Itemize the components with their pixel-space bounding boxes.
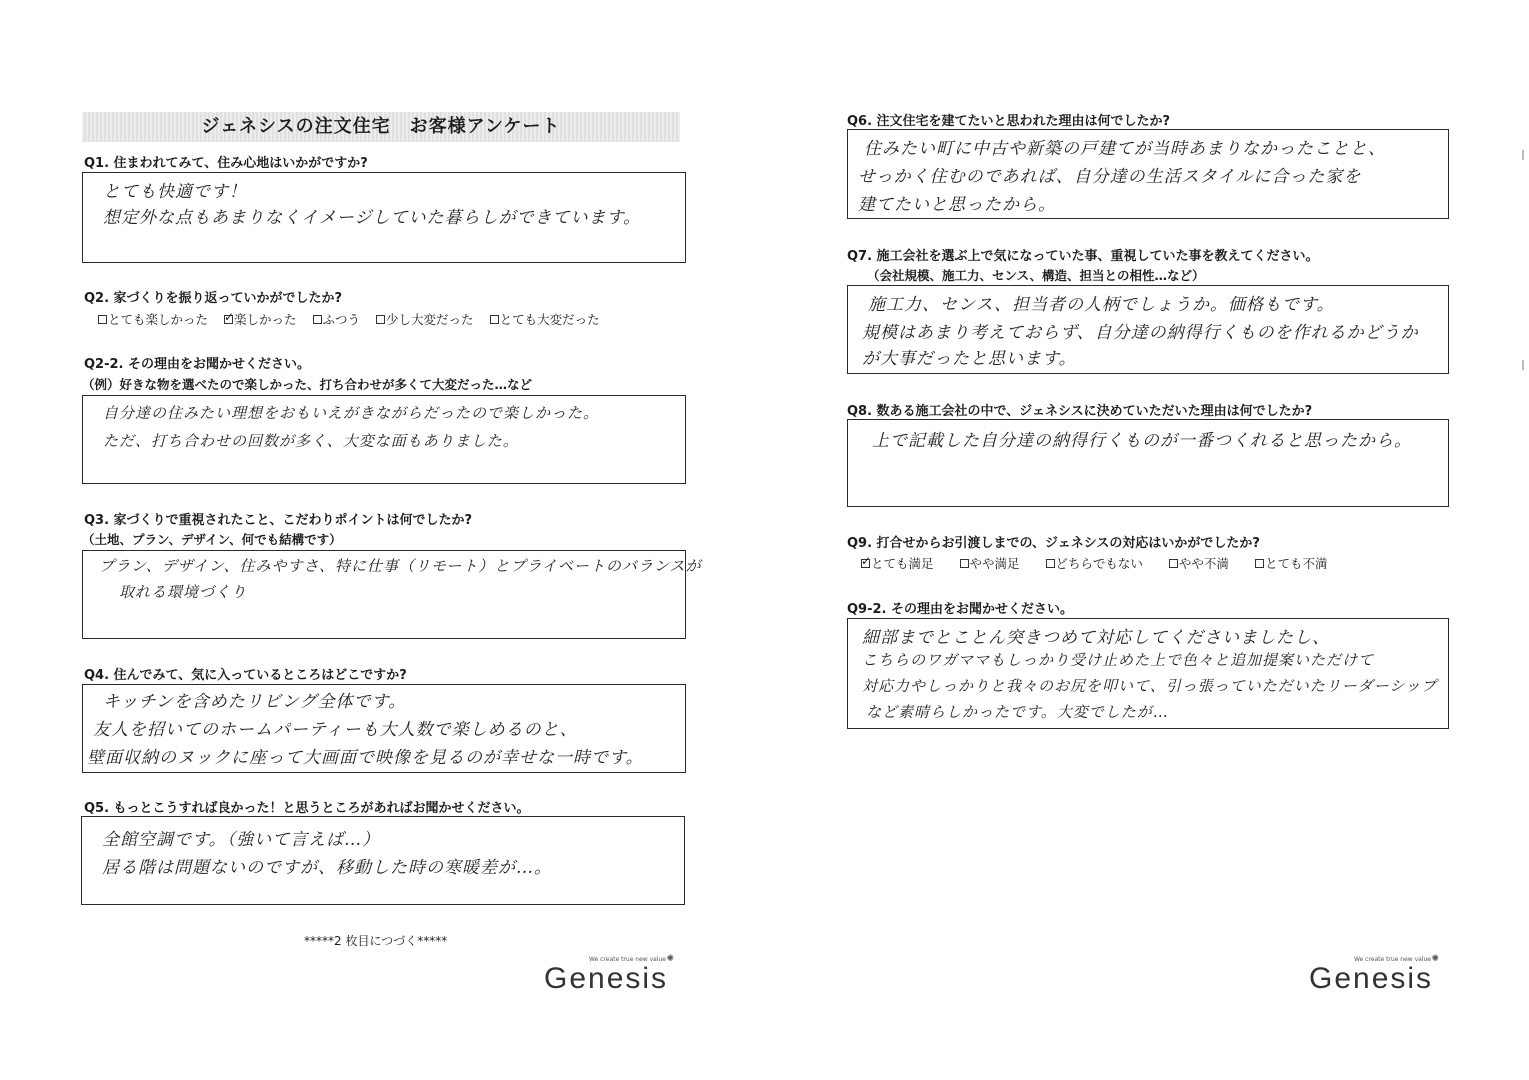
q9-option[interactable]: やや満足 — [960, 554, 1020, 572]
q8-label: Q8. 数ある施工会社の中で、ジェネシスに決めていただいた理由は何でしたか? — [847, 404, 1313, 419]
scan-edge-mark — [1522, 360, 1524, 370]
q7-answer-line-3: が大事だったと思います。 — [862, 349, 1077, 369]
q2-2-answer-line-2: ただ、打ち合わせの回数が多く、大変な面もありました。 — [103, 432, 519, 450]
q1-answer-line-2: 想定外な点もあまりなくイメージしていた暮らしができています。 — [103, 208, 642, 228]
genesis-logo: We create true new value ✺ Genesis — [1309, 954, 1439, 995]
q6-answer-box — [847, 129, 1449, 219]
q4-answer-line-3: 壁面収納のヌックに座って大画面で映像を見るのが幸せな一時です。 — [87, 748, 644, 768]
q2-options — [98, 310, 616, 328]
q1-label: Q1. 住まわれてみて、住み心地はいかがですか? — [84, 156, 368, 171]
q9-option-1-checkbox[interactable] — [861, 559, 870, 568]
q9-option-5-checkbox[interactable] — [1255, 559, 1264, 568]
q9-label: Q9. 打合せからお引渡しまでの、ジェネシスの対応はいかがでしたか? — [847, 536, 1260, 551]
q9-2-answer-box — [847, 618, 1449, 729]
q2-option-1-checkbox[interactable] — [98, 315, 107, 324]
q2-option-3-checkbox[interactable] — [313, 315, 322, 324]
genesis-logo-text: Genesis — [544, 962, 669, 995]
q5-answer-line-2: 居る階は問題ないのですが、移動した時の寒暖差が…。 — [102, 858, 552, 878]
q2-option-2-checkbox[interactable] — [224, 315, 233, 324]
q9-options — [861, 554, 1353, 572]
q7-answer-line-2: 規模はあまり考えておらず、自分達の納得行くものを作れるかどうか — [862, 323, 1419, 343]
q3-answer-line-2: 取れる環境づくり — [119, 583, 248, 601]
q3-example: （土地、プラン、デザイン、何でも結構です） — [82, 532, 342, 547]
q6-label: Q6. 注文住宅を建てたいと思われた理由は何でしたか? — [847, 114, 1171, 129]
q9-2-answer-line-2: こちらのワガママもしっかり受け止めた上で色々と追加提案いただけて — [862, 651, 1375, 669]
q2-option[interactable]: とても大変だった — [490, 310, 600, 328]
q2-2-label: Q2-2. その理由をお聞かせください。 — [84, 357, 311, 372]
q9-2-label: Q9-2. その理由をお聞かせください。 — [847, 602, 1074, 617]
q2-2-answer-line-1: 自分達の住みたい理想をおもいえがきながらだったので楽しかった。 — [103, 404, 600, 422]
q2-option-5-checkbox[interactable] — [490, 315, 499, 324]
q7-answer-line-1: 施工力、センス、担当者の人柄でしょうか。価格もです。 — [868, 295, 1335, 315]
q2-option[interactable]: 少し大変だった — [376, 310, 474, 328]
sun-icon: ✺ — [666, 954, 674, 964]
q2-option[interactable]: ふつう — [313, 310, 361, 328]
q7-answer-box — [847, 285, 1449, 374]
genesis-logo: We create true new value ✺ Genesis — [544, 954, 674, 995]
q9-option[interactable]: ✓ とても満足 — [861, 554, 934, 572]
q4-answer-line-2: 友人を招いてのホームパーティーも大人数で楽しめるのと、 — [93, 720, 578, 740]
q7-example: （会社規模、施工力、センス、構造、担当との相性…など） — [867, 268, 1205, 283]
q4-label: Q4. 住んでみて、気に入っているところはどこですか? — [84, 668, 407, 683]
q1-answer-box — [82, 172, 686, 263]
q9-option-2-checkbox[interactable] — [960, 559, 969, 568]
q3-answer-line-1: プラン、デザイン、住みやすさ、特に仕事（リモート）とプライベートのバランスが — [99, 557, 702, 575]
q9-2-answer-line-1: 細部までとことん突きつめて対応してくださいましたし、 — [862, 628, 1330, 648]
q2-option[interactable]: ✓ 楽しかった — [224, 310, 297, 328]
right-page — [843, 0, 1529, 1080]
q9-option-3-checkbox[interactable] — [1046, 559, 1055, 568]
survey-title: ジェネシスの注文住宅 お客様アンケート — [82, 112, 680, 142]
q6-answer-line-1: 住みたい町に中古や新築の戸建てが当時あまりなかったことと、 — [864, 139, 1386, 159]
q9-option[interactable]: どちらでもない — [1046, 554, 1143, 572]
q5-answer-line-1: 全館空調です。（強いて言えば…） — [102, 830, 381, 850]
q1-answer-line-1: とても快適です！ — [103, 182, 247, 202]
left-page — [78, 0, 778, 1080]
q2-option[interactable]: とても楽しかった — [98, 310, 208, 328]
q6-answer-line-2: せっかく住むのであれば、自分達の生活スタイルに合った家を — [858, 167, 1362, 187]
q8-answer-line-1: 上で記載した自分達の納得行くものが一番つくれると思ったから。 — [872, 431, 1412, 451]
q4-answer-box — [82, 684, 686, 773]
q4-answer-line-1: キッチンを含めたリビング全体です。 — [103, 692, 407, 712]
q2-2-answer-box — [82, 395, 686, 484]
q2-label: Q2. 家づくりを振り返っていかがでしたか? — [84, 291, 343, 306]
q2-option-4-checkbox[interactable] — [376, 315, 385, 324]
sun-icon: ✺ — [1431, 954, 1439, 964]
scan-edge-mark — [1522, 150, 1524, 160]
q3-label: Q3. 家づくりで重視されたこと、こだわりポイントは何でしたか? — [84, 513, 473, 528]
continued-note: *****2 枚目につづく***** — [304, 934, 448, 948]
q9-option[interactable]: やや不満 — [1169, 554, 1229, 572]
q6-answer-line-3: 建てたいと思ったから。 — [858, 195, 1056, 215]
q7-label: Q7. 施工会社を選ぶ上で気になっていた事、重視していた事を教えてください。 — [847, 249, 1319, 264]
q3-answer-box — [82, 550, 702, 639]
q9-2-answer-line-3: 対応力やしっかりと我々のお尻を叩いて、引っ張っていただいたリーダーシップ — [862, 677, 1438, 695]
q2-2-example: （例）好きな物を選べたので楽しかった、打ち合わせが多くて大変だった…など — [82, 377, 533, 392]
q9-2-answer-line-4: など素晴らしかったです。大変でしたが… — [866, 703, 1169, 721]
q5-label: Q5. もっとこうすれば良かった！と思うところがあればお聞かせください。 — [84, 801, 530, 816]
q5-answer-box — [81, 816, 685, 905]
q9-option-4-checkbox[interactable] — [1169, 559, 1178, 568]
genesis-logo-text: Genesis — [1309, 962, 1434, 995]
q8-answer-box — [847, 419, 1449, 507]
q9-option[interactable]: とても不満 — [1255, 554, 1328, 572]
